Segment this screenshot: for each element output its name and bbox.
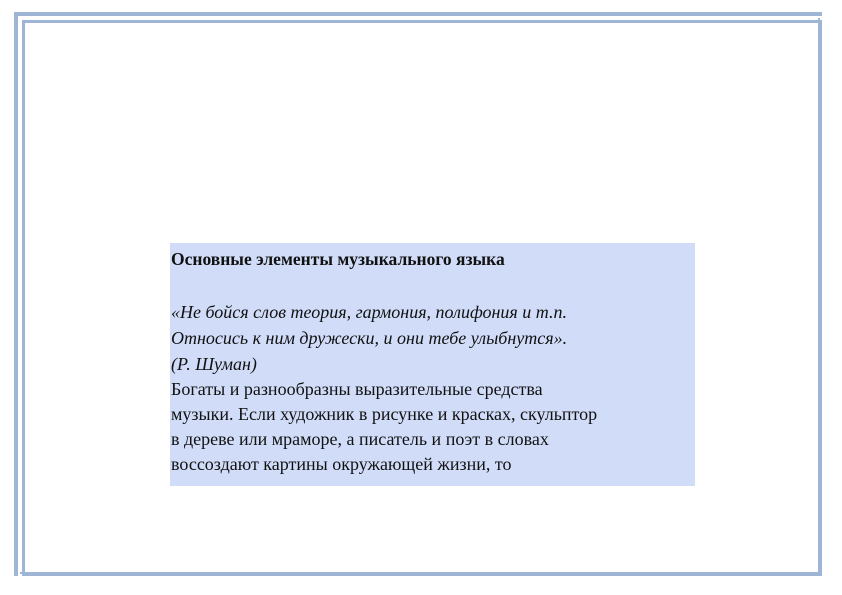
document-heading: Основные элементы музыкального языка	[171, 249, 505, 269]
quote-line: «Не бойся слов теория, гармония, полифония и т.п.	[171, 302, 568, 322]
quote-line: Относись к ним дружески, и они тебе улыбнутся».	[171, 328, 568, 348]
blank-line	[171, 273, 695, 299]
body-text-line: воссоздают картины окружающей жизни, то	[171, 454, 512, 474]
quote-attribution: (Р. Шуман)	[171, 354, 257, 374]
body-text-line: музыки. Если художник в рисунке и красках, скульптор	[171, 404, 598, 424]
body-text-line: в дереве или мраморе, а писатель и поэт в словах	[171, 429, 549, 449]
body-text-line: Богаты и разнообразны выразительные средства	[171, 379, 543, 399]
text-box[interactable]	[170, 243, 695, 486]
